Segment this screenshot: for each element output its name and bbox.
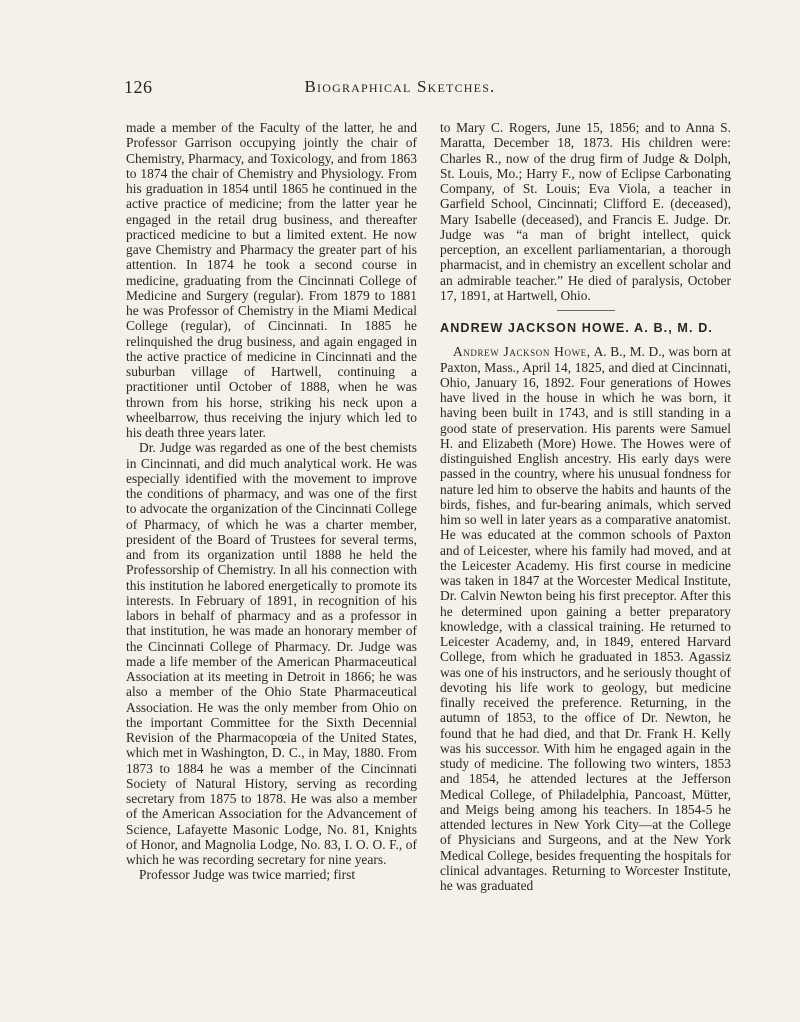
paragraph-howe-biography [440,344,731,893]
running-title: Biographical Sketches. [304,77,496,96]
paragraph-judge-career: made a member of the Faculty of the latter, he and Professor Garrison occupying jointly the chair of Chemistry, Pharmacy, and Toxicology, and from 1863 to 1874 the chair of Chemistry and Physiology. From his graduation in 1854 until 1865 he continued in the active practice of medicine; from the latter year he engaged in the retail drug business, and thereafter practiced medicine to but a limited extent. He now gave Chemistry and Pharmacy the greater part of his attention. In 1874 he took a second course in medicine, graduating from the Cincinnati College of Medicine and Surgery (regular). From 1879 to 1881 he was Professor of Chemistry in the Miami Medical College (regular), of Cincinnati. In 1885 he relinquished the drug business, and again engaged in the active practice of medicine in Cincinnati and the suburban village of Hartwell, continuing a practitioner until October of 1888, when he was thrown from his horse, striking his neck upon a wheelbarrow, thus receiving the injury which led to his death three years later. [126,120,417,440]
section-heading: ANDREW JACKSON HOWE. A. B., M. D. [440,321,714,335]
paragraph-howe-text: A. B., M. D., was born at Paxton, Mass., April 14, 1825, and died at Cincinnati, Ohio, January 16, 1892. Four generations of Howes have lived in the house in which he was born, it having been built in 1743, and is still standing in a good state of preservation. His parents were Samuel H. and Elizabeth (More) Howe. The Howes were of distinguished English ancestry. His early days were passed in the country, where his unusual fondness for nature led him to observe the habits and haunts of the birds, fishes, and fur-bearing animals, which served him so well in later years as a comparative anatomist. He was educated at the common schools of Paxton and of Leicester, where his family had moved, and at the Leicester Academy. His first course in medicine was taken in 1847 at the Worcester Medical Institute, Dr. Calvin Newton being his first preceptor. After this he determined upon gaining a better preparatory knowledge, with a classical training. He returned to Leicester Academy, and, in 1849, entered Harvard College, from which he graduated in 1853. Agassiz was one of his instructors, and he seriously thought of devoting his life work to geology, but medicine finally received the preference. Returning, in the autumn of 1853, to the office of Dr. Newton, he found that he had died, and that Dr. Frank H. Kelly was his successor. With him he engaged again in the study of medicine. The following two winters, 1853 and 1854, he attended lectures at the Jefferson Medical College, of Philadelphia, Pancoast, Mütter, and Meigs being among his teachers. In 1854-5 he attended lectures in New York City—at the College of Physicians and Surgeons, and at the New York Medical College, besides frequenting the hospitals for clinical advantages. Returning to Worcester Institute, he was graduated [440,344,731,893]
paragraph-judge-chemist: Dr. Judge was regarded as one of the best chemists in Cincinnati, and did much analytical work. He was especially identified with the movement to improve the conditions of pharmacy, and was one of the first to advocate the organization of the Cincinnati College of Pharmacy, of which he was a charter member, president of the Board of Trustees for several terms, and from its organization until 1888 he held the Professorship of Chemistry. In all his connection with this institution he labored energetically to promote its interests. In February of 1891, in recognition of his labors in behalf of pharmacy and as a professor in that institution, he was made an honorary member of the Cincinnati College of Pharmacy. Dr. Judge was made a life member of the American Pharmaceutical Association at its meeting in Detroit in 1866; he was also a member of the Ohio State Pharmaceutical Association. He was the only member from Ohio on the important Committee for the Sixth Decennial Revision of the Pharmacopœia of the United States, which met in Washington, D. C., in May, 1880. From 1873 to 1884 he was a member of the Cincinnati Society of Natural History, serving as recording secretary from 1875 to 1878. He was also a member of the American Association for the Advancement of Science, Lafayette Masonic Lodge, No. 81, Knights of Honor, and Magnolia Lodge, No. 83, I. O. O. F., of which he was recording secretary for nine years. [126,440,417,867]
paragraph-judge-family: to Mary C. Rogers, June 15, 1856; and to Anna S. Maratta, December 18, 1873. His children were: Charles R., now of the drug firm of Judge & Dolph, St. Louis, Mo.; Harry F., now of Eclipse Carbonating Company, of St. Louis; Eva Viola, a teacher in Garfield School, Cincinnati; Clifford E. (deceased), Mary Isabelle (deceased), and Francis E. Judge. Dr. Judge was “a man of bright intellect, quick perception, an excellent parliamentarian, a thorough pharmacist, and in chemistry an excellent scholar and an admirable teacher.” He died of paralysis, October 17, 1891, at Hartwell, Ohio. [440,120,731,303]
section-divider [557,310,615,311]
page-number: 126 [124,77,153,97]
paragraph-judge-marriage: Professor Judge was twice married; first [139,867,356,883]
left-column [126,120,417,883]
lead-name: Andrew Jackson Howe, [453,344,591,360]
running-head [0,77,800,101]
right-column [440,120,731,893]
